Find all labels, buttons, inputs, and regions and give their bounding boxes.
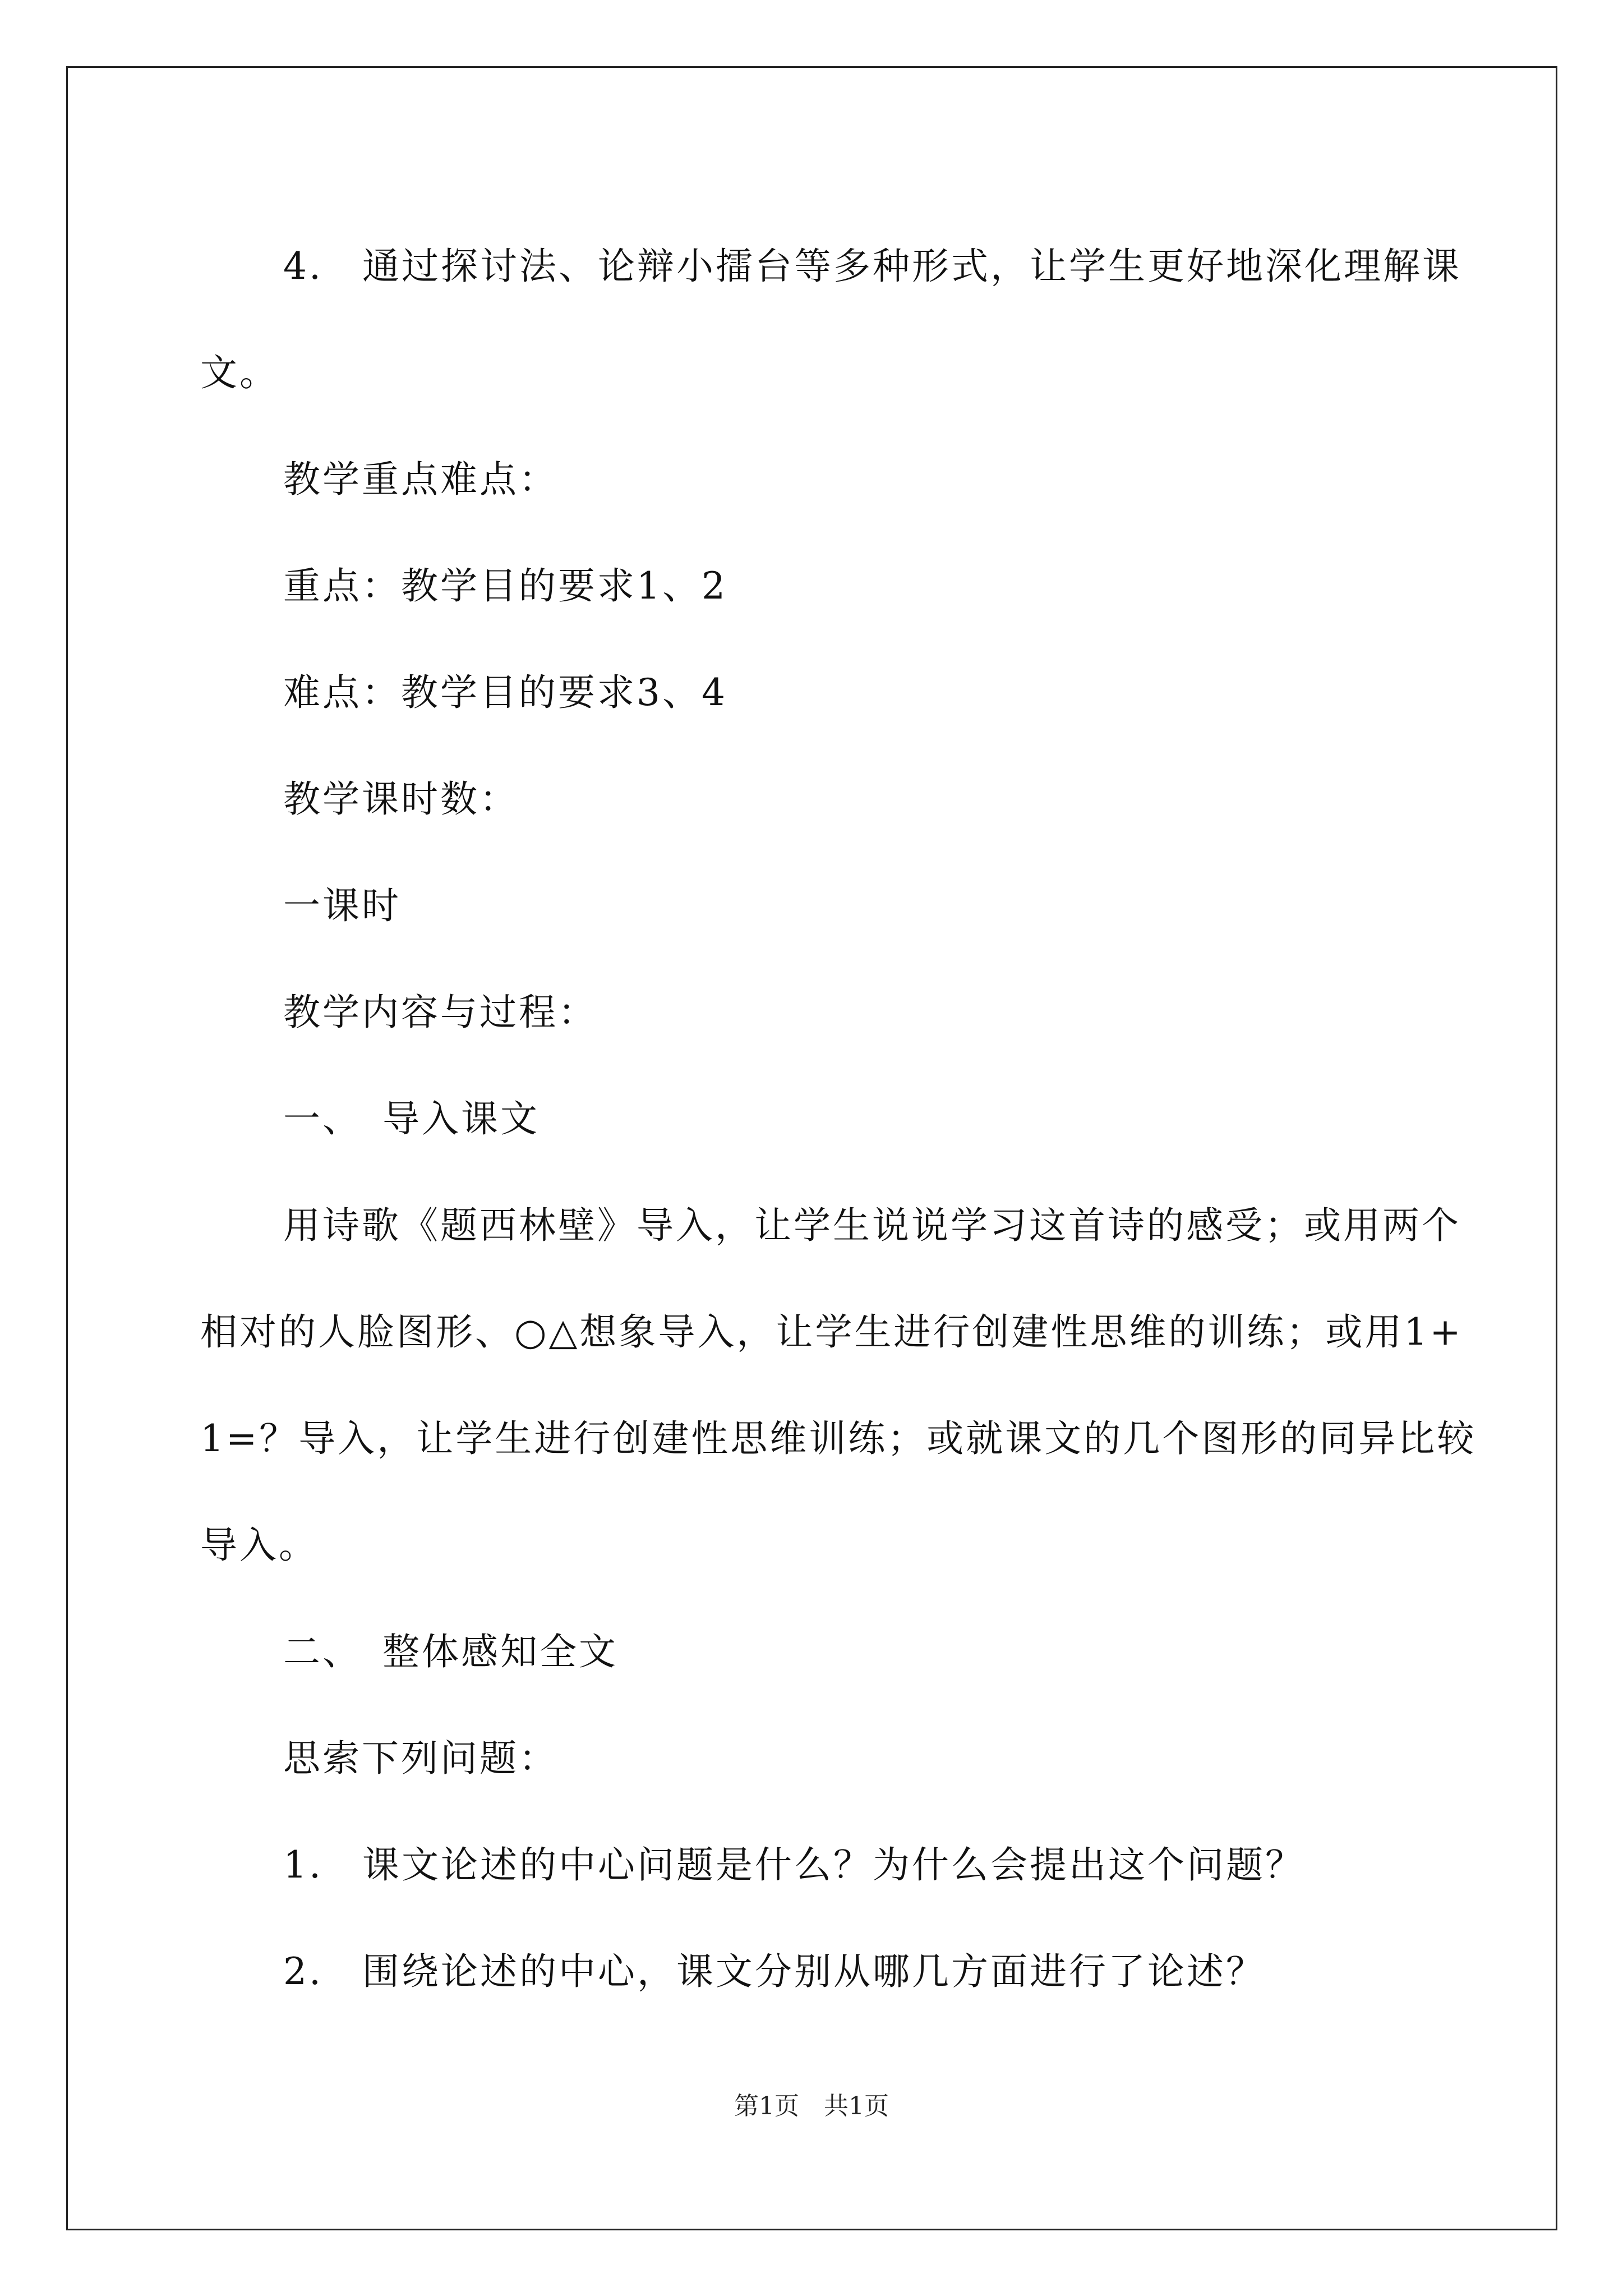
heading-class-hours: 教学课时数： — [283, 777, 519, 821]
paragraph-introduction-methods: 用诗歌《题西林壁》导入，让学生说说学习这首诗的感受；或用两个相对的人脸图形、○△想象导入，让学生进行创建性思维的训练；或用1+1=？导入，让学生进行创建性思维训练；或就课文的几个图形的同异比较导入。 — [200, 1204, 1477, 1567]
page-footer: 第1页 共1页 — [734, 2092, 889, 2120]
paragraph-question-1: 1. 课文论述的中心问题是什么？为什么会提出这个问题？ — [283, 1843, 1304, 1887]
heading-section-2: 二、 整体感知全文 — [283, 1630, 618, 1673]
paragraph-key-points: 重点：教学目的要求1、2 — [283, 564, 727, 608]
heading-section-1: 一、 导入课文 — [283, 1097, 540, 1140]
paragraph-question-2: 2. 围绕论述的中心，课文分别从哪几方面进行了论述？ — [283, 1950, 1265, 1993]
paragraph-class-hours-value: 一课时 — [283, 884, 401, 927]
paragraph-goal-4: 4. 通过探讨法、论辩小擂台等多种形式，让学生更好地深化理解课文。 — [200, 245, 1461, 394]
document-body — [200, 213, 1484, 2025]
heading-content-process: 教学内容与过程： — [283, 991, 597, 1034]
heading-key-difficult-points: 教学重点难点： — [283, 458, 558, 501]
paragraph-questions-intro: 思索下列问题： — [283, 1737, 558, 1780]
paragraph-difficult-points: 难点：教学目的要求3、4 — [283, 671, 727, 714]
